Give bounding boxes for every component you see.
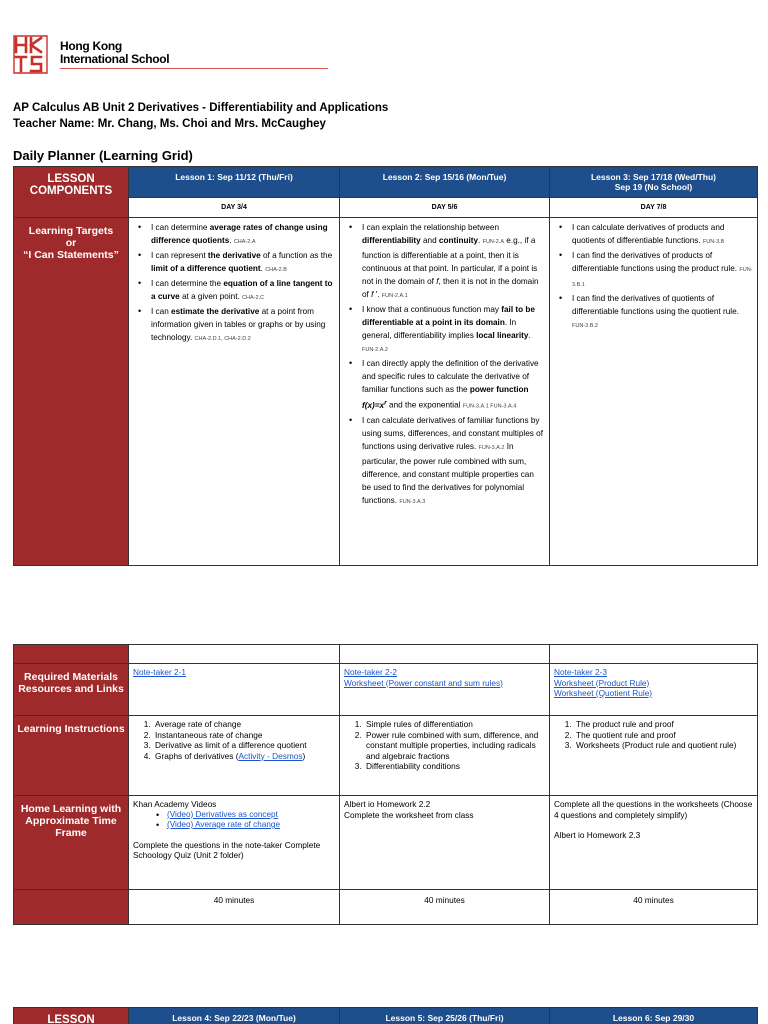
instructions-row bbox=[14, 716, 758, 796]
lesson-1-home-learning bbox=[129, 796, 340, 890]
instruction-item: 2. Instantaneous rate of change bbox=[153, 730, 333, 741]
time-row bbox=[14, 890, 758, 925]
lesson-components-header-2: LESSON bbox=[14, 1008, 129, 1024]
lesson-3-materials bbox=[550, 664, 758, 716]
lesson-1-header: Lesson 1: Sep 11/12 (Thu/Fri) bbox=[129, 167, 340, 198]
learning-targets-row bbox=[14, 218, 758, 566]
worksheet-power-link[interactable]: Worksheet (Power constant and sum rules) bbox=[344, 677, 503, 688]
instruction-item: 3. Differentiability conditions bbox=[364, 761, 543, 772]
lesson-1-day: DAY 3/4 bbox=[129, 198, 340, 218]
lesson-3-targets bbox=[550, 218, 758, 566]
teacher-line: Teacher Name: Mr. Chang, Ms. Choi and Mrs. McCaughey bbox=[13, 118, 326, 130]
instruction-item: 3. Worksheets (Product rule and quotient rule) bbox=[574, 740, 751, 751]
lesson-3-title: Lesson 3: Sep 17/18 (Wed/Thu) bbox=[590, 172, 716, 182]
lesson-2-materials bbox=[340, 664, 550, 716]
target-item: • I can represent the derivative of a function as the limit of a difference quotient. CHA-2.B bbox=[137, 249, 335, 277]
note-taker-2-3-link[interactable]: Note-taker 2-3 bbox=[554, 667, 608, 677]
learning-grid-table-3 bbox=[13, 1007, 758, 1024]
instruction-item: 1. Average rate of change bbox=[153, 719, 333, 730]
target-item: • I can calculate derivatives of familiar functions by using sums, differences, and constant multiples of functions using derivative rules. FUN-3.A.2 In particular, the power rule combined with sum, difference, and constant multiple properties can be used to find the derivatives for polynomial functions. FUN-3.A.3 bbox=[348, 414, 545, 509]
target-item: • I can explain the relationship between differentiability and continuity. FUN-2.A e.g., if a function is differentiable at a point, then it is continuous at that point. In particular, if a point is not in the domain of f, then it is not in the domain of f ′. FUN-2.A.1 bbox=[348, 221, 545, 303]
time-spacer bbox=[14, 890, 129, 925]
spacer-cell bbox=[550, 645, 758, 664]
lesson-header-row bbox=[14, 167, 758, 198]
video-item bbox=[155, 810, 331, 821]
lesson-5-header: Lesson 5: Sep 25/26 (Thu/Fri) bbox=[340, 1008, 550, 1024]
lesson-3-instructions bbox=[550, 716, 758, 796]
home-learning-label: Home Learning with Approximate Time Frame bbox=[14, 796, 129, 890]
video-average-rate-link[interactable]: (Video) Average rate of change bbox=[167, 820, 281, 829]
target-item: • I can determine average rates of change using difference quotients. CHA-2.A bbox=[137, 221, 335, 249]
lesson-2-header: Lesson 2: Sep 15/16 (Mon/Tue) bbox=[340, 167, 550, 198]
instruction-item: 1. Simple rules of differentiation bbox=[364, 719, 543, 730]
albert-homework-2-3: Albert io Homework 2.3 bbox=[554, 830, 641, 840]
spacer-row bbox=[14, 645, 758, 664]
spacer-cell bbox=[340, 645, 550, 664]
target-item: • I can determine the equation of a line tangent to a curve at a given point. CHA-2.C bbox=[137, 277, 335, 305]
school-name bbox=[60, 40, 169, 66]
target-item: • I can calculate derivatives of products and quotients of differentiable functions. FUN-3.B bbox=[558, 221, 753, 249]
worksheet-product-link[interactable]: Worksheet (Product Rule) bbox=[554, 677, 650, 688]
target-item: • I can find the derivatives of products of differentiable functions using the product rule. FUN-3.B.1 bbox=[558, 249, 753, 292]
school-logo-icon bbox=[13, 34, 49, 74]
lesson-6-header: Lesson 6: Sep 29/30 bbox=[550, 1008, 758, 1024]
learning-grid-table-1 bbox=[13, 166, 758, 566]
note-taker-2-1-link[interactable]: Note-taker 2-1 bbox=[133, 667, 187, 677]
instruction-item: 2. Power rule combined with sum, difference, and constant multiple properties, including radicals and algebraic fractions bbox=[364, 730, 543, 762]
spacer-cell bbox=[14, 645, 129, 664]
target-item: • I can estimate the derivative at a point from information given in tables or graphs or by using technology. CHA-2.D.1, CHA-2.D.2 bbox=[137, 305, 335, 346]
target-item: • I can directly apply the definition of the derivative and specific rules to calculate the derivative of familiar functions such as the power function $f(x)=x^r$ and the exponential FUN-3.A.1 FUN-3.A.4 bbox=[348, 357, 545, 414]
lesson-2-instructions bbox=[340, 716, 550, 796]
lesson-3-home-learning bbox=[550, 796, 758, 890]
spacer-cell bbox=[129, 645, 340, 664]
instruction-item: 2. The quotient rule and proof bbox=[574, 730, 751, 741]
course-title: AP Calculus AB Unit 2 Derivatives - Differentiability and Applications bbox=[13, 102, 389, 114]
lesson-2-home-learning bbox=[340, 796, 550, 890]
learning-grid-table-2 bbox=[13, 644, 758, 925]
lesson-3-subtitle: Sep 19 (No School) bbox=[614, 182, 693, 192]
lesson-4-header: Lesson 4: Sep 22/23 (Mon/Tue) bbox=[129, 1008, 340, 1024]
lesson-2-day: DAY 5/6 bbox=[340, 198, 550, 218]
khan-academy-label: Khan Academy Videos bbox=[133, 799, 217, 809]
school-name-line2: International School bbox=[60, 52, 170, 66]
lesson-2-targets bbox=[340, 218, 550, 566]
lesson-3-minutes: 40 minutes bbox=[550, 890, 758, 925]
lesson-1-targets bbox=[129, 218, 340, 566]
note-taker-2-2-link[interactable]: Note-taker 2-2 bbox=[344, 667, 398, 677]
header-rule bbox=[60, 68, 328, 69]
planner-title: Daily Planner (Learning Grid) bbox=[13, 148, 193, 163]
materials-row bbox=[14, 664, 758, 716]
lesson-1-minutes: 40 minutes bbox=[129, 890, 340, 925]
home-learning-row bbox=[14, 796, 758, 890]
instruction-item: 1. The product rule and proof bbox=[574, 719, 751, 730]
instruction-item: 3. Derivative as limit of a difference quotient bbox=[153, 740, 333, 751]
instructions-label: Learning Instructions bbox=[14, 716, 129, 796]
lesson-components-header: LESSON COMPONENTS bbox=[14, 167, 129, 218]
desmos-activity-link[interactable]: Activity - Desmos bbox=[238, 750, 303, 761]
target-item: • I can find the derivatives of quotients of differentiable functions using the quotient rule. FUN-3.B.2 bbox=[558, 292, 753, 333]
lesson-header-row-2 bbox=[14, 1008, 758, 1024]
home-learning-tasks: Complete the questions in the note-taker Complete Schoology Quiz (Unit 2 folder) bbox=[133, 839, 321, 860]
target-item: • I know that a continuous function may fail to be differentiable at a point in its domain. In general, differentiability implies local linearity. FUN-2.A.2 bbox=[348, 303, 545, 357]
materials-label: Required Materials Resources and Links bbox=[14, 664, 129, 716]
lesson-2-minutes: 40 minutes bbox=[340, 890, 550, 925]
complete-worksheet-text: Complete the worksheet from class bbox=[344, 809, 474, 820]
instruction-item: 4. Graphs of derivatives (Activity - Desmos) bbox=[153, 751, 333, 762]
school-name-line1: Hong Kong bbox=[60, 39, 122, 53]
lesson-3-day: DAY 7/8 bbox=[550, 198, 758, 218]
lesson-1-instructions bbox=[129, 716, 340, 796]
worksheet-instructions: Complete all the questions in the worksheets (Choose 4 questions and completely simplify) bbox=[554, 799, 753, 820]
lesson-3-header bbox=[550, 167, 758, 198]
lesson-1-materials bbox=[129, 664, 340, 716]
worksheet-quotient-link[interactable]: Worksheet (Quotient Rule) bbox=[554, 688, 653, 698]
albert-homework-2-2: Albert io Homework 2.2 bbox=[344, 799, 431, 809]
learning-targets-label: Learning Targets or “I Can Statements” bbox=[14, 218, 129, 566]
video-derivatives-link[interactable]: (Video) Derivatives as concept bbox=[167, 809, 278, 819]
video-item bbox=[155, 820, 331, 831]
